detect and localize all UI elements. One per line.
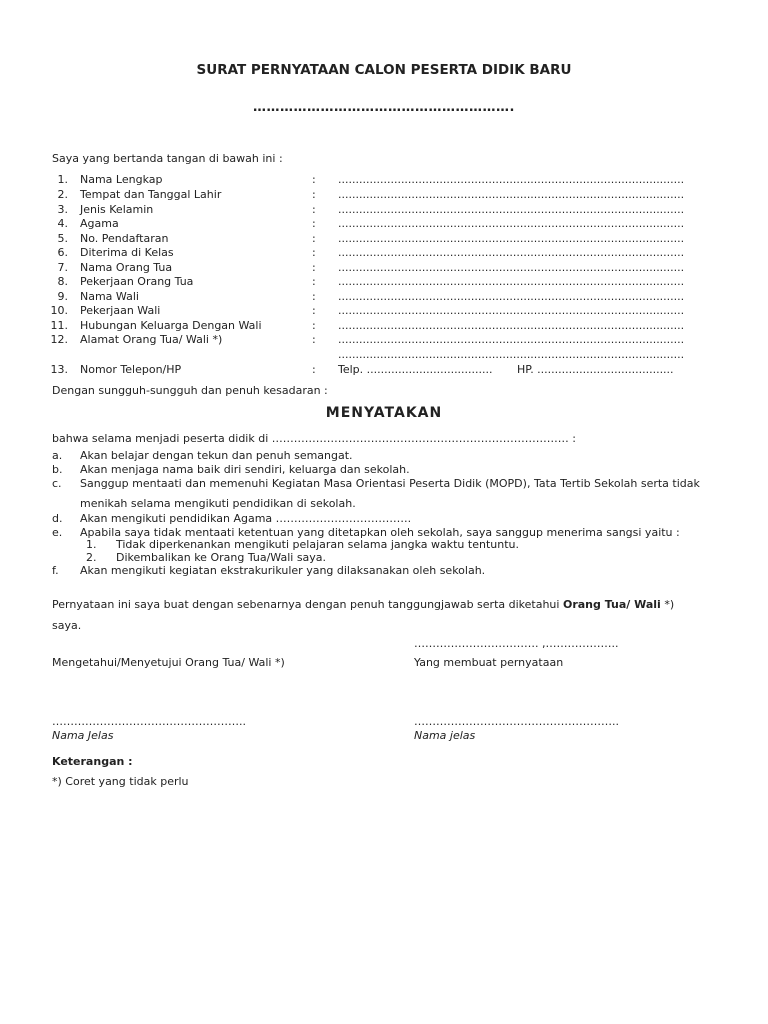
field-value[interactable]: ................................................................................................... (338, 333, 685, 346)
field-value[interactable]: ................................................................................................... (338, 173, 685, 186)
field-value[interactable]: ................................................................................................... (338, 203, 685, 216)
field-number: 8. (57, 275, 68, 288)
field-value[interactable]: ................................................................................................... (338, 290, 685, 303)
field-label: Diterima di Kelas (80, 246, 174, 259)
field-number: 13. (50, 363, 68, 376)
list-item: Akan belajar dengan tekun dan penuh semangat. (80, 449, 353, 462)
closing-text: Pernyataan ini saya buat dengan sebenarnya dengan penuh tanggungjawab serta diketahui (52, 598, 560, 611)
field-colon: : (312, 188, 316, 201)
right-signature-line[interactable]: ……………………………………………….. (414, 715, 619, 728)
field-label: Nomor Telepon/HP (80, 363, 182, 376)
sub-item-number: 2. (86, 551, 97, 564)
school-name-placeholder: …………………………………………………. (253, 100, 515, 115)
field-value[interactable]: ................................................................................................... (338, 188, 685, 201)
item-letter: f. (52, 564, 59, 577)
field-colon: : (312, 333, 316, 346)
field-label: Hubungan Keluarga Dengan Wali (80, 319, 262, 332)
field-label: Agama (80, 217, 119, 230)
field-label: No. Pendaftaran (80, 232, 169, 245)
list-item: Akan mengikuti pendidikan Agama ………………………………. (80, 512, 412, 525)
closing-line-2: saya. (52, 619, 82, 632)
right-signer-label: Yang membuat pernyataan (414, 656, 564, 669)
field-number: 4. (57, 217, 68, 230)
field-value[interactable]: ................................................................................................... (338, 261, 685, 274)
note-title: Keterangan : (52, 755, 133, 768)
field-value[interactable]: ................................................................................................... (338, 304, 685, 317)
item-letter: b. (52, 463, 63, 476)
place-date-field[interactable]: ……………………………. ,……………….. (414, 637, 619, 650)
field-number: 6. (57, 246, 68, 259)
list-item: Sanggup mentaati dan memenuhi Kegiatan Masa Orientasi Peserta Didik (MOPD), Tata Tertib Sekolah serta tidak (80, 477, 700, 490)
left-name-label: Nama Jelas (52, 729, 114, 742)
field-colon: : (312, 363, 316, 376)
item-letter: a. (52, 449, 63, 462)
closing-statement (52, 598, 674, 611)
field-number: 11. (50, 319, 68, 332)
note-text: *) Coret yang tidak perlu (52, 775, 189, 788)
field-label: Nama Lengkap (80, 173, 163, 186)
list-item: Apabila saya tidak mentaati ketentuan yang ditetapkan oleh sekolah, saya sanggup menerima sangsi yaitu : (80, 526, 680, 539)
sub-item: Dikembalikan ke Orang Tua/Wali saya. (116, 551, 327, 564)
field-label: Tempat dan Tanggal Lahir (80, 188, 222, 201)
field-label: Jenis Kelamin (80, 203, 154, 216)
field-number: 5. (57, 232, 68, 245)
field-value[interactable]: ................................................................................................... (338, 232, 685, 245)
item-letter: c. (52, 477, 62, 490)
field-value[interactable]: ................................................................................................... (338, 217, 685, 230)
field-colon: : (312, 232, 316, 245)
field-value[interactable]: ................................................................................................... (338, 246, 685, 259)
field-colon: : (312, 173, 316, 186)
left-signature-line[interactable]: …………………………………………….. (52, 715, 246, 728)
closing-tail: *) (664, 598, 675, 611)
field-colon: : (312, 319, 316, 332)
field-label: Nama Orang Tua (80, 261, 173, 274)
field-number: 1. (57, 173, 68, 186)
field-label: Pekerjaan Orang Tua (80, 275, 194, 288)
sub-item: Tidak diperkenankan mengikuti pelajaran selama jangka waktu tentuntu. (116, 538, 519, 551)
field-number: 10. (50, 304, 68, 317)
list-item: Akan menjaga nama baik diri sendiri, keluarga dan sekolah. (80, 463, 410, 476)
field-colon: : (312, 290, 316, 303)
field-value[interactable]: ................................................................................................... (338, 319, 685, 332)
address-line-2[interactable]: ................................................................................................... (338, 348, 685, 361)
item-letter: e. (52, 526, 63, 539)
field-number: 9. (57, 290, 68, 303)
left-signer-label: Mengetahui/Menyetujui Orang Tua/ Wali *) (52, 656, 285, 669)
intro-text: Saya yang bertanda tangan di bawah ini : (52, 152, 283, 165)
telp-field[interactable]: Telp. .................................... (338, 363, 493, 376)
field-colon: : (312, 304, 316, 317)
item-letter: d. (52, 512, 63, 525)
statement-intro: bahwa selama menjadi peserta didik di ……………………………………………………………………… : (52, 432, 576, 445)
list-item-continued: menikah selama mengikuti pendidikan di sekolah. (80, 497, 356, 510)
field-value[interactable]: ................................................................................................... (338, 275, 685, 288)
closing-bold: Orang Tua/ Wali (562, 598, 661, 611)
field-number: 2. (57, 188, 68, 201)
hp-field[interactable]: HP. ....................................... (517, 363, 674, 376)
field-colon: : (312, 203, 316, 216)
document-title: SURAT PERNYATAAN CALON PESERTA DIDIK BARU (196, 62, 572, 78)
field-number: 3. (57, 203, 68, 216)
field-colon: : (312, 261, 316, 274)
sub-item-number: 1. (86, 538, 97, 551)
field-number: 12. (50, 333, 68, 346)
right-name-label: Nama jelas (414, 729, 476, 742)
field-number: 7. (57, 261, 68, 274)
declaration-heading: MENYATAKAN (325, 405, 443, 421)
sincerity-text: Dengan sungguh-sungguh dan penuh kesadaran : (52, 384, 328, 397)
field-colon: : (312, 217, 316, 230)
field-colon: : (312, 275, 316, 288)
field-label: Pekerjaan Wali (80, 304, 161, 317)
list-item: Akan mengikuti kegiatan ekstrakurikuler yang dilaksanakan oleh sekolah. (80, 564, 486, 577)
field-label: Alamat Orang Tua/ Wali *) (80, 333, 223, 346)
field-colon: : (312, 246, 316, 259)
field-label: Nama Wali (80, 290, 139, 303)
